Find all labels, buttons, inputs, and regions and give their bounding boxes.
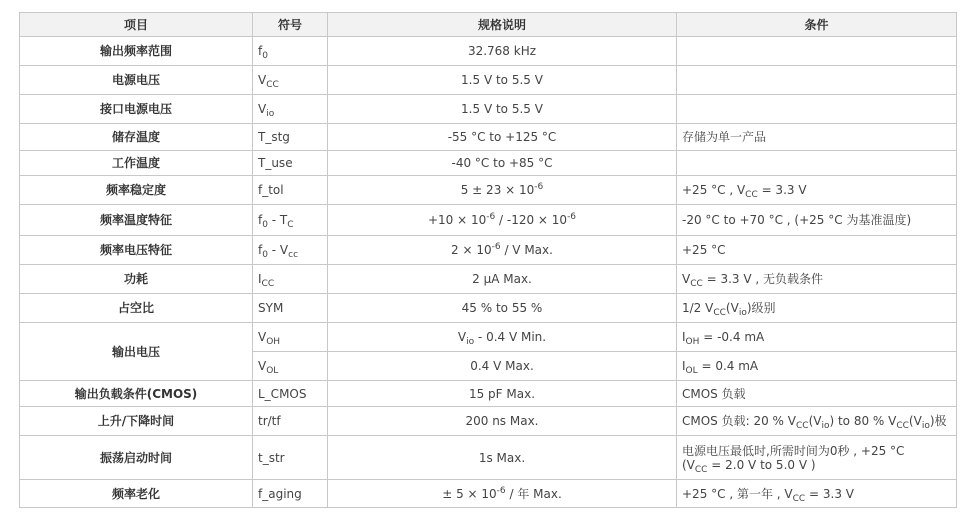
table-row [20, 66, 957, 95]
cell-condition [677, 124, 957, 151]
cell-symbol: tr/tf [253, 407, 328, 436]
cell-symbol: $I_{CC}$ [253, 265, 328, 294]
cell-item: 频率老化 [20, 480, 253, 508]
table-row [20, 407, 957, 436]
header-item: 项目 [20, 13, 253, 37]
header-row [20, 13, 957, 37]
cell-condition [677, 66, 957, 95]
cell-spec: $V_{io} - 0.4$ V Min. [328, 323, 677, 352]
cell-item: 输出频率范围 [20, 37, 253, 66]
cell-spec: -55 °C to +125 °C [328, 124, 677, 151]
cell-symbol: f_aging [253, 480, 328, 508]
cell-item: 电源电压 [20, 66, 253, 95]
cell-symbol: $V_{CC}$ [253, 66, 328, 95]
cell-symbol: $V_{OL}$ [253, 352, 328, 381]
cell-item: 功耗 [20, 265, 253, 294]
condition-line: +25 °C [682, 243, 726, 257]
header-condition: 条件 [677, 13, 957, 37]
cell-condition [677, 95, 957, 124]
cell-item: 频率电压特征 [20, 236, 253, 265]
header-spec: 规格说明 [328, 13, 677, 37]
header-symbol: 符号 [253, 13, 328, 37]
cell-spec: ± $5 \times 10^{-6}$ / 年 Max. [328, 480, 677, 508]
spec-table [19, 12, 957, 508]
cell-spec: 200 ns Max. [328, 407, 677, 436]
cell-spec: 1s Max. [328, 436, 677, 480]
condition-line: +25 °C , 第一年 , $V_{CC} = 3.3$ V [682, 486, 854, 504]
table-row [20, 37, 957, 66]
cell-item: 工作温度 [20, 151, 253, 176]
condition-line: CMOS 负载: 20 % $V_{CC}(V_{io})$ to 80 % $V_{CC}(V_{io})$极 [682, 414, 947, 431]
condition-line: 电源电压最低时,所需时间为0秒 , +25 °C [682, 443, 905, 458]
cell-symbol: $f_0$ [253, 37, 328, 66]
cell-symbol: t_str [253, 436, 328, 480]
condition-line: CMOS 负载 [682, 386, 746, 401]
cell-spec: 0.4 V Max. [328, 352, 677, 381]
table-row [20, 176, 957, 205]
condition-line: 存储为单一产品 [682, 130, 767, 144]
cell-item: 频率稳定度 [20, 176, 253, 205]
table-row [20, 124, 957, 151]
cell-spec: 1.5 V to 5.5 V [328, 66, 677, 95]
table-row [20, 323, 957, 352]
cell-condition [677, 151, 957, 176]
cell-condition [677, 205, 957, 236]
table-row [20, 95, 957, 124]
cell-condition [677, 436, 957, 480]
cell-condition [677, 176, 957, 205]
cell-symbol: $f_0 - V_{cc}$ [253, 236, 328, 265]
cell-item: 占空比 [20, 294, 253, 323]
cell-symbol: $f_0 - T_C$ [253, 205, 328, 236]
cell-item: 振荡启动时间 [20, 436, 253, 480]
cell-condition [677, 480, 957, 508]
cell-condition [677, 381, 957, 407]
cell-item: 接口电源电压 [20, 95, 253, 124]
cell-spec: 15 pF Max. [328, 381, 677, 407]
table-row [20, 381, 957, 407]
condition-line: 1/2 $V_{CC}(V_{io})$级别 [682, 301, 776, 318]
cell-item: 频率温度特征 [20, 205, 253, 236]
cell-condition [677, 407, 957, 436]
cell-condition [677, 352, 957, 381]
cell-condition [677, 265, 957, 294]
table-row [20, 265, 957, 294]
cell-item: 上升/下降时间 [20, 407, 253, 436]
cell-symbol: T_use [253, 151, 328, 176]
condition-line: $I_{OL} = 0.4$ mA [682, 359, 759, 376]
cell-spec: $2 \times 10^{-6} / V$ Max. [328, 236, 677, 265]
table-row [20, 236, 957, 265]
condition-line: -20 °C to +70 °C , (+25 °C 为基准温度) [682, 213, 912, 227]
table-row [20, 151, 957, 176]
cell-spec: 1.5 V to 5.5 V [328, 95, 677, 124]
table-header [20, 13, 957, 37]
cell-spec: 32.768 kHz [328, 37, 677, 66]
cell-spec: $+10 \times 10^{-6} / -120 \times 10^{-6}$ [328, 205, 677, 236]
table-row [20, 205, 957, 236]
cell-spec: $5 \pm 23 \times 10^{-6}$ [328, 176, 677, 205]
cell-symbol: T_stg [253, 124, 328, 151]
cell-item: 储存温度 [20, 124, 253, 151]
condition-line: $I_{OH} = -0.4$ mA [682, 330, 765, 347]
table-row [20, 436, 957, 480]
cell-condition [677, 37, 957, 66]
cell-condition [677, 236, 957, 265]
condition-line: +25 °C , $V_{CC} = 3.3$ V [682, 183, 807, 200]
cell-spec: -40 °C to +85 °C [328, 151, 677, 176]
cell-condition [677, 323, 957, 352]
cell-symbol: $V_{OH}$ [253, 323, 328, 352]
table-body [20, 37, 957, 508]
cell-symbol: SYM [253, 294, 328, 323]
cell-symbol: $V_{io}$ [253, 95, 328, 124]
cell-item: 输出负载条件(CMOS) [20, 381, 253, 407]
condition-line: ($V_{CC} = 2.0$ V to 5.0 V ) [682, 457, 816, 475]
cell-spec: 45 % to 55 % [328, 294, 677, 323]
table-row [20, 294, 957, 323]
condition-line: $V_{CC} = 3.3$ V , 无负载条件 [682, 272, 824, 289]
table-row [20, 480, 957, 508]
cell-symbol: f_tol [253, 176, 328, 205]
cell-symbol: L_CMOS [253, 381, 328, 407]
cell-spec: 2 µA Max. [328, 265, 677, 294]
cell-condition [677, 294, 957, 323]
cell-item: 输出电压 [20, 323, 253, 381]
